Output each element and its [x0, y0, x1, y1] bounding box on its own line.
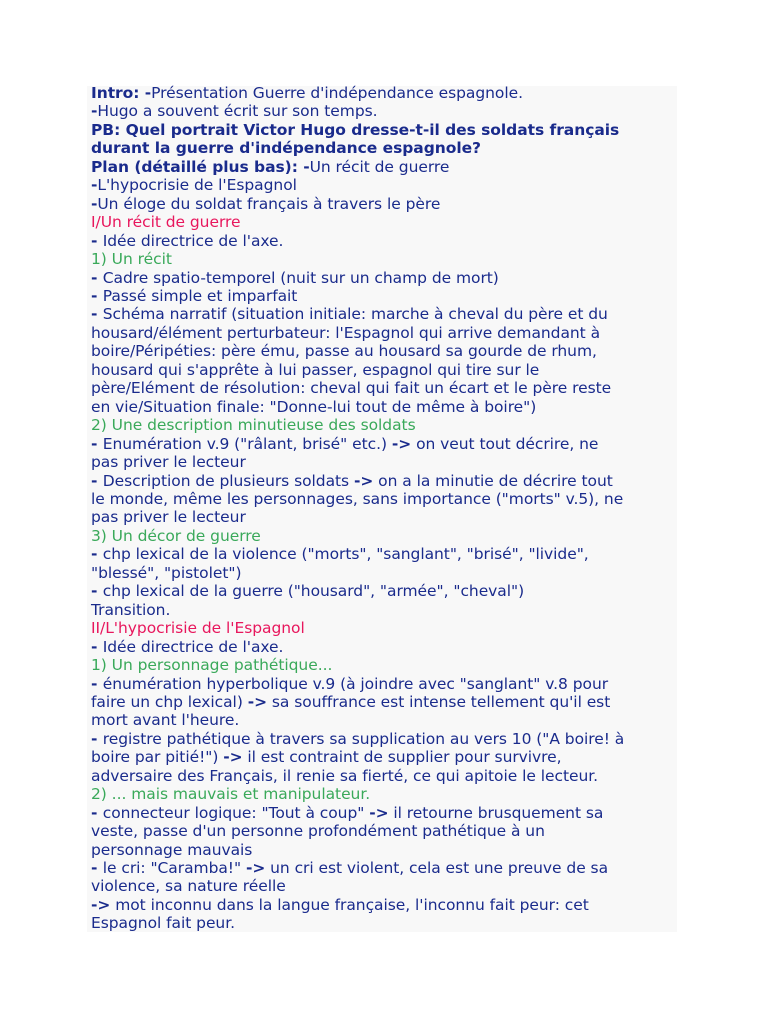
text-fragment: ->	[247, 692, 268, 711]
text-fragment: durant la guerre d'indépendance espagnole?	[91, 139, 481, 158]
text-line	[91, 324, 681, 342]
text-line	[91, 139, 681, 157]
text-fragment: "blessé", "pistolet")	[91, 563, 242, 582]
text-fragment: -	[91, 859, 103, 878]
text-line	[91, 656, 681, 674]
text-fragment: 1) Un personnage pathétique...	[91, 656, 333, 675]
text-line	[91, 638, 681, 656]
text-line	[91, 785, 681, 803]
text-fragment: Transition.	[91, 600, 171, 619]
text-fragment: Cadre spatio-temporel (nuit sur un champ de mort)	[102, 268, 499, 287]
text-fragment: Enumération v.9 ("râlant, brisé" etc.)	[102, 434, 392, 453]
text-line	[91, 121, 681, 139]
text-fragment: connecteur logique: "Tout à coup"	[102, 803, 370, 822]
text-fragment: ->	[391, 434, 412, 453]
text-line	[91, 619, 681, 637]
text-line	[91, 601, 681, 619]
text-line	[91, 693, 681, 711]
text-fragment: ->	[223, 748, 243, 767]
text-line	[91, 767, 681, 785]
text-line	[91, 877, 681, 895]
text-line	[91, 564, 681, 582]
text-fragment: ->	[91, 895, 111, 914]
text-fragment: housard qui s'apprête à lui passer, espagnol qui tire sur le	[91, 360, 540, 379]
text-fragment: -	[91, 434, 103, 453]
text-fragment: PB: Quel portrait Victor Hugo dresse-t-il des soldats français	[91, 120, 620, 139]
text-line	[91, 472, 681, 490]
text-line	[91, 914, 681, 932]
text-fragment: Hugo a souvent écrit sur son temps.	[97, 102, 378, 121]
text-fragment: mort avant l'heure.	[91, 711, 240, 730]
text-fragment: Un éloge du soldat français à travers le père	[97, 194, 441, 213]
text-line	[91, 822, 681, 840]
text-fragment: -	[91, 637, 103, 656]
text-fragment: Idée directrice de l'axe.	[102, 637, 284, 656]
text-line	[91, 398, 681, 416]
text-line	[91, 379, 681, 397]
text-fragment: Description de plusieurs soldats	[102, 471, 354, 490]
text-fragment: Espagnol fait peur.	[91, 914, 235, 933]
text-fragment: -	[91, 231, 103, 250]
text-fragment: Idée directrice de l'axe.	[102, 231, 284, 250]
text-fragment: Un récit de guerre	[309, 157, 450, 176]
text-line	[91, 195, 681, 213]
text-line	[91, 582, 681, 600]
text-line	[91, 342, 681, 360]
text-line	[91, 711, 681, 729]
text-fragment: Intro: -	[91, 84, 152, 102]
text-line	[91, 841, 681, 859]
text-line	[91, 305, 681, 323]
text-fragment: -	[91, 674, 103, 693]
text-line	[91, 730, 681, 748]
text-fragment: -	[91, 471, 103, 490]
text-line	[91, 361, 681, 379]
text-fragment: -	[91, 803, 103, 822]
text-fragment: Passé simple et imparfait	[102, 286, 298, 305]
text-line	[91, 859, 681, 877]
text-fragment: 2) Une description minutieuse des soldats	[91, 416, 416, 435]
text-fragment: boire par pitié!")	[91, 748, 224, 767]
text-line	[91, 804, 681, 822]
text-line	[91, 287, 681, 305]
text-fragment: -	[91, 582, 103, 601]
text-line	[91, 158, 681, 176]
text-fragment: personnage mauvais	[91, 840, 253, 859]
text-fragment: housard/élément perturbateur: l'Espagnol qui arrive demandant à	[91, 323, 601, 342]
text-fragment: Schéma narratif (situation initiale: marche à cheval du père et du	[102, 305, 608, 324]
text-line	[91, 748, 681, 766]
text-line	[91, 527, 681, 545]
text-line	[91, 176, 681, 194]
text-line	[91, 213, 681, 231]
text-fragment: en vie/Situation finale: "Donne-lui tout de même à boire")	[91, 397, 537, 416]
text-line	[91, 545, 681, 563]
text-fragment: pas priver le lecteur	[91, 453, 246, 472]
text-fragment: mot inconnu dans la langue française, l'inconnu fait peur: cet	[110, 895, 589, 914]
text-fragment: un cri est violent, cela est une preuve de sa	[265, 859, 609, 878]
text-line	[91, 675, 681, 693]
text-line	[91, 490, 681, 508]
text-fragment: I/Un récit de guerre	[91, 213, 241, 232]
text-fragment: -	[91, 729, 103, 748]
text-fragment: -	[91, 268, 103, 287]
text-line	[91, 416, 681, 434]
text-fragment: -	[91, 305, 103, 324]
document-text	[91, 84, 681, 933]
text-fragment: -	[91, 194, 98, 213]
text-line	[91, 269, 681, 287]
text-fragment: veste, passe d'un personne profondément pathétique à un	[91, 822, 545, 841]
text-fragment: -	[91, 176, 98, 195]
text-line	[91, 896, 681, 914]
text-fragment: il retourne brusquement sa	[388, 803, 604, 822]
text-fragment: chp lexical de la violence ("morts", "sanglant", "brisé", "livide",	[102, 545, 589, 564]
text-line	[91, 435, 681, 453]
text-fragment: on a la minutie de décrire tout	[373, 471, 613, 490]
text-fragment: pas priver le lecteur	[91, 508, 246, 527]
text-fragment: père/Elément de résolution: cheval qui fait un écart et le père reste	[91, 379, 612, 398]
text-fragment: ->	[369, 803, 389, 822]
text-line	[91, 84, 681, 102]
text-fragment: Présentation Guerre d'indépendance espagnole.	[151, 84, 523, 102]
text-fragment: faire un chp lexical)	[91, 692, 248, 711]
text-fragment: ->	[353, 471, 374, 490]
text-fragment: on veut tout décrire, ne	[411, 434, 599, 453]
text-fragment: -	[91, 102, 98, 121]
text-fragment: 1) Un récit	[91, 250, 172, 269]
text-fragment: 3) Un décor de guerre	[91, 526, 261, 545]
text-fragment: boire/Péripéties: père ému, passe au housard sa gourde de rhum,	[91, 342, 597, 361]
text-fragment: adversaire des Français, il renie sa fierté, ce qui apitoie le lecteur.	[91, 766, 599, 785]
text-fragment: énumération hyperbolique v.9 (à joindre avec "sanglant" v.8 pour	[102, 674, 609, 693]
text-fragment: L'hypocrisie de l'Espagnol	[97, 176, 297, 195]
text-fragment: sa souffrance est intense tellement qu'il est	[267, 692, 611, 711]
text-fragment: -	[91, 286, 103, 305]
text-fragment: violence, sa nature réelle	[91, 877, 286, 896]
text-fragment: il est contraint de supplier pour survivre,	[242, 748, 562, 767]
text-fragment: 2) ... mais mauvais et manipulateur.	[91, 785, 371, 804]
text-fragment: II/L'hypocrisie de l'Espagnol	[91, 619, 305, 638]
text-fragment: ->	[245, 859, 266, 878]
text-line	[91, 453, 681, 471]
text-fragment: chp lexical de la guerre ("housard", "armée", "cheval")	[102, 582, 525, 601]
text-line	[91, 232, 681, 250]
text-fragment: registre pathétique à travers sa supplication au vers 10 ("A boire! à	[102, 729, 625, 748]
text-fragment: -	[91, 545, 103, 564]
text-line	[91, 508, 681, 526]
text-fragment: Plan (détaillé plus bas): -	[91, 157, 310, 176]
text-line	[91, 250, 681, 268]
text-line	[91, 102, 681, 120]
text-fragment: le monde, même les personnages, sans importance ("morts" v.5), ne	[91, 489, 624, 508]
text-fragment: le cri: "Caramba!"	[102, 859, 246, 878]
